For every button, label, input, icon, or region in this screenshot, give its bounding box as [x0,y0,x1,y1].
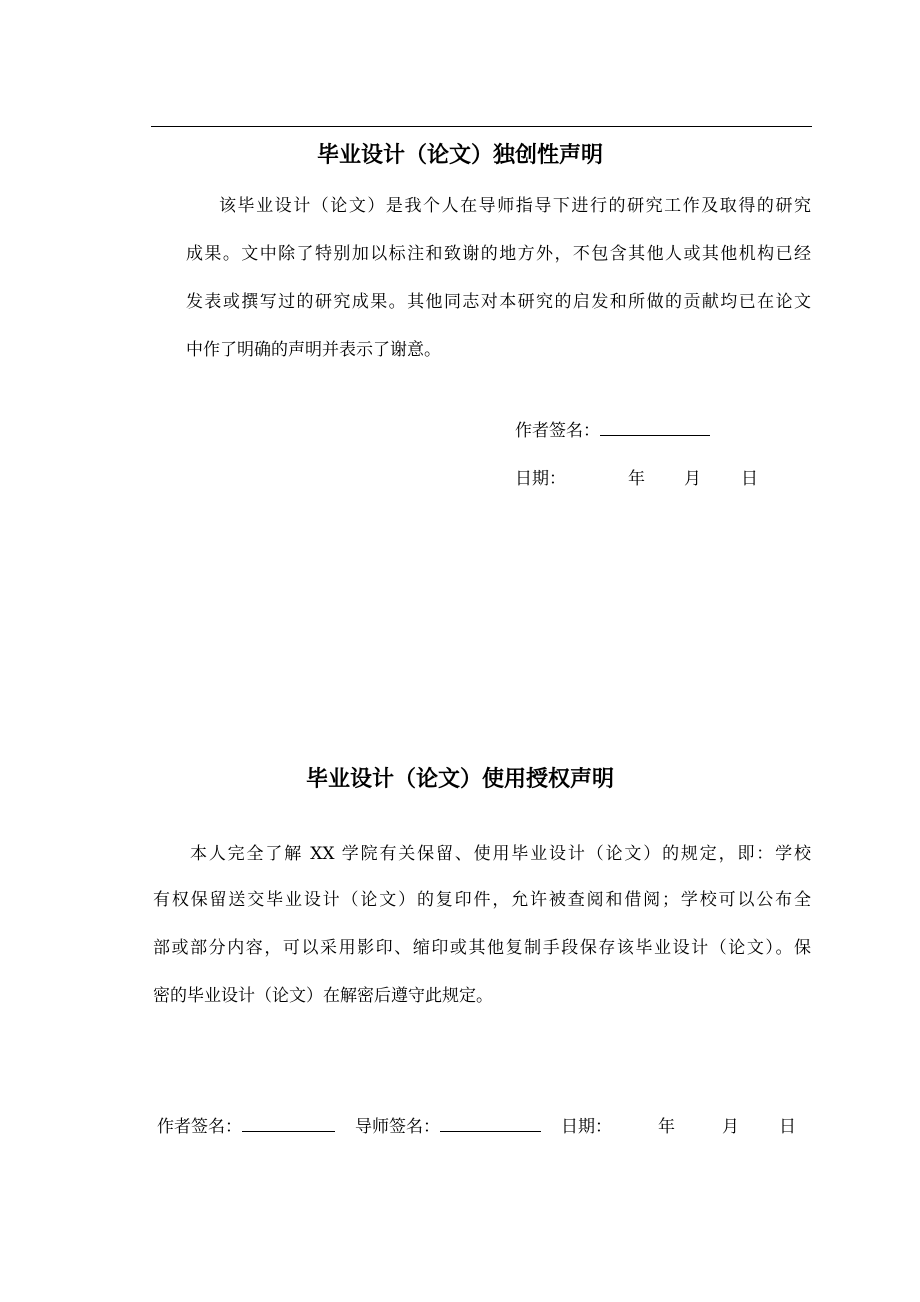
date-label: 日期： [561,1117,612,1137]
header-rule [151,126,812,127]
date-label: 日期： [515,469,566,489]
originality-paragraph-line-3: 发表或撰写过的研究成果。其他同志对本研究的启发和所做的贡献均已在论文 [186,292,811,312]
author-signature-label: 作者签名： [515,421,600,441]
day-label: 日 [779,1117,796,1137]
authorization-paragraph-line-1: 本人完全了解 XX 学院有关保留、使用毕业设计（论文）的规定，即：学校 [190,844,811,864]
advisor-signature-line[interactable] [440,1115,541,1132]
author-signature-line[interactable] [600,419,710,436]
author-signature-line[interactable] [242,1115,335,1132]
authorization-signature-row [157,1115,796,1139]
day-label: 日 [741,469,758,489]
author-signature-label: 作者签名： [157,1117,242,1137]
authorization-paragraph-line-3: 部或部分内容，可以采用影印、缩印或其他复制手段保存该毕业设计（论文）。保 [153,938,811,958]
authorization-paragraph-line-2: 有权保留送交毕业设计（论文）的复印件，允许被查阅和借阅；学校可以公布全 [153,890,811,910]
authorization-title: 毕业设计（论文）使用授权声明 [305,767,614,792]
year-label: 年 [658,1117,675,1137]
originality-paragraph-line-2: 成果。文中除了特别加以标注和致谢的地方外，不包含其他人或其他机构已经 [186,244,811,264]
originality-paragraph-line-1: 该毕业设计（论文）是我个人在导师指导下进行的研究工作及取得的研究 [219,196,811,216]
month-label: 月 [684,469,701,489]
year-label: 年 [628,469,645,489]
advisor-signature-label: 导师签名： [355,1117,440,1137]
originality-date-row [515,467,758,491]
originality-paragraph-line-4: 中作了明确的声明并表示了谢意。 [186,340,441,360]
originality-title: 毕业设计（论文）独创性声明 [316,143,603,168]
authorization-paragraph-line-4: 密的毕业设计（论文）在解密后遵守此规定。 [153,986,493,1006]
originality-signature-row [515,419,710,443]
month-label: 月 [722,1117,739,1137]
